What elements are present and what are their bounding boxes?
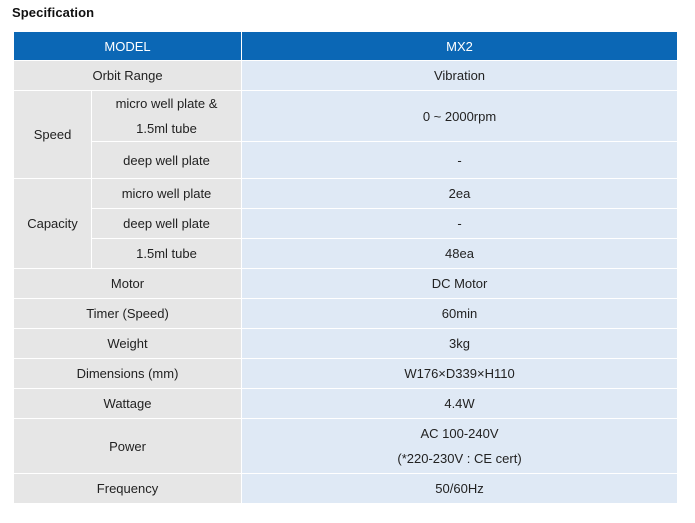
page-title: Specification: [12, 5, 95, 20]
speed-micro-plate-label: [92, 91, 242, 142]
table-header-row: [14, 32, 678, 61]
table-row-power: [14, 419, 678, 474]
capacity-tube-label: 1.5ml tube: [92, 239, 242, 269]
timer-value: 60min: [242, 299, 678, 329]
model-header: MODEL: [14, 32, 242, 61]
table-row-dimensions: [14, 359, 678, 389]
motor-label: Motor: [14, 269, 242, 299]
capacity-deep-plate-value: -: [242, 209, 678, 239]
table-row-capacity-deep: [14, 209, 678, 239]
dimensions-value: W176×D339×H110: [242, 359, 678, 389]
power-label: Power: [14, 419, 242, 474]
weight-label: Weight: [14, 329, 242, 359]
orbit-range-label: Orbit Range: [14, 61, 242, 91]
power-value-line1: AC 100-240V: [420, 426, 499, 441]
table-row-motor: [14, 269, 678, 299]
orbit-range-value: Vibration: [242, 61, 678, 91]
speed-micro-plate-line1: micro well plate &: [115, 96, 218, 111]
specification-table: [13, 31, 678, 504]
table-row-orbit-range: [14, 61, 678, 91]
table-row-speed-micro: [14, 91, 678, 142]
frequency-label: Frequency: [14, 474, 242, 504]
power-value: [242, 419, 678, 474]
speed-micro-plate-line2: 1.5ml tube: [136, 121, 197, 136]
table-row-capacity-tube: [14, 239, 678, 269]
capacity-tube-value: 48ea: [242, 239, 678, 269]
table-row-capacity-micro: [14, 179, 678, 209]
wattage-value: 4.4W: [242, 389, 678, 419]
speed-deep-plate-label: deep well plate: [92, 142, 242, 179]
speed-deep-plate-value: -: [242, 142, 678, 179]
capacity-micro-plate-value: 2ea: [242, 179, 678, 209]
capacity-deep-plate-label: deep well plate: [92, 209, 242, 239]
table-row-speed-deep: [14, 142, 678, 179]
table-row-timer: [14, 299, 678, 329]
speed-micro-plate-value: 0 ~ 2000rpm: [242, 91, 678, 142]
wattage-label: Wattage: [14, 389, 242, 419]
table-row-wattage: [14, 389, 678, 419]
capacity-label: Capacity: [14, 179, 92, 269]
table-row-weight: [14, 329, 678, 359]
table-row-frequency: [14, 474, 678, 504]
timer-label: Timer (Speed): [14, 299, 242, 329]
motor-value: DC Motor: [242, 269, 678, 299]
frequency-value: 50/60Hz: [242, 474, 678, 504]
model-value-header: MX2: [242, 32, 678, 61]
weight-value: 3kg: [242, 329, 678, 359]
capacity-micro-plate-label: micro well plate: [92, 179, 242, 209]
speed-label: Speed: [14, 91, 92, 179]
dimensions-label: Dimensions (mm): [14, 359, 242, 389]
power-value-line2: (*220-230V : CE cert): [397, 451, 522, 466]
